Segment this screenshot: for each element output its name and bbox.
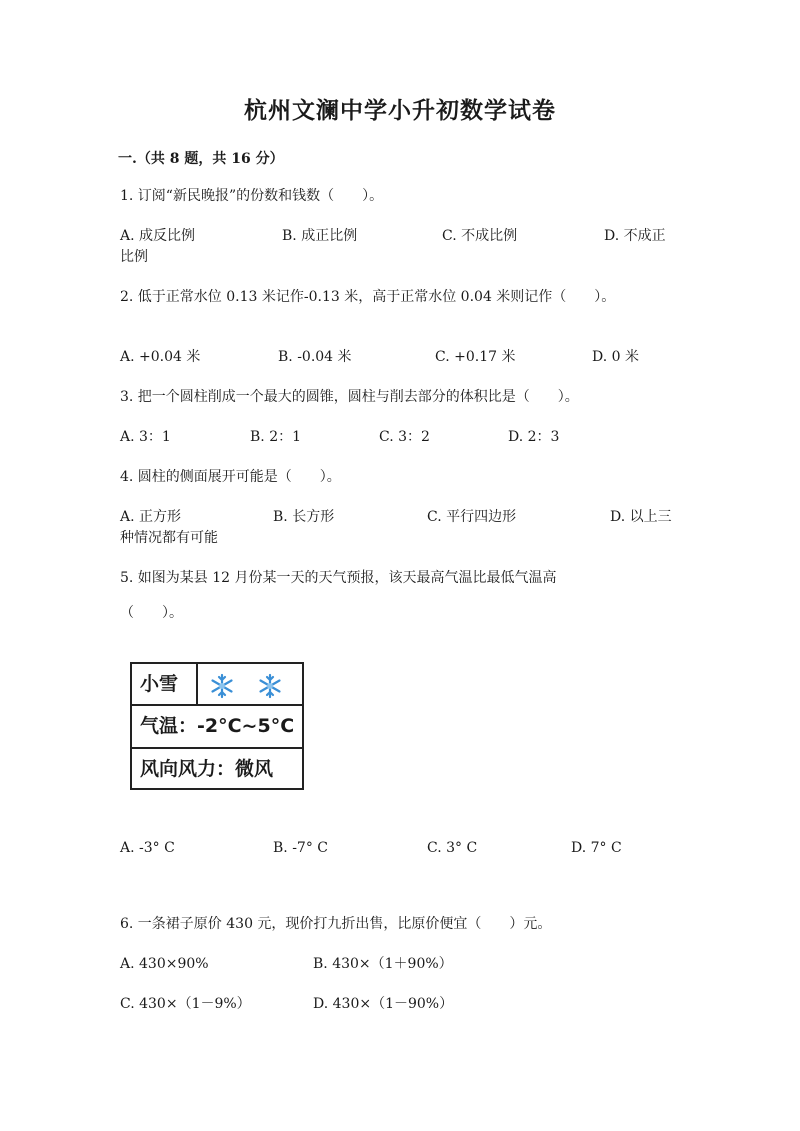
option-c[interactable]: C. 不成比例 — [442, 228, 518, 244]
question-3: 3. 把一个圆柱削成一个最大的圆锥，圆柱与削去部分的体积比是（ ）。 — [120, 389, 579, 405]
option-d[interactable]: D. 7° C — [571, 840, 622, 856]
weather-temperature: 气温：-2°C~5°C — [140, 715, 295, 737]
option-a[interactable]: A. +0.04 米 — [120, 349, 201, 365]
snowflake-icon — [256, 672, 284, 700]
option-c[interactable]: C. +0.17 米 — [435, 349, 516, 365]
question-4-options — [120, 507, 680, 549]
weather-row-temperature — [132, 706, 302, 749]
option-c[interactable]: C. 3：2 — [379, 429, 430, 445]
question-2-options — [120, 347, 680, 368]
option-d[interactable]: D. 0 米 — [592, 349, 639, 365]
option-a[interactable]: A. 430×90% — [120, 956, 209, 972]
option-d[interactable]: D. 不成正 — [604, 228, 666, 244]
option-b[interactable]: B. 430×（1＋90%） — [313, 956, 453, 972]
option-d-continuation: 比例 — [120, 249, 148, 265]
option-c[interactable]: C. 平行四边形 — [427, 509, 517, 525]
question-1-options — [120, 226, 680, 268]
option-d[interactable]: D. 以上三 — [610, 509, 672, 525]
option-a[interactable]: A. 成反比例 — [120, 228, 196, 244]
question-6-options-row2 — [120, 994, 680, 1015]
option-b[interactable]: B. 长方形 — [273, 509, 335, 525]
question-6-options-row1 — [120, 954, 680, 975]
question-1: 1. 订阅“新民晚报”的份数和钱数（ ）。 — [120, 188, 384, 204]
question-3-options — [120, 427, 680, 448]
weather-condition-label: 小雪 — [132, 664, 198, 704]
option-a[interactable]: A. -3° C — [120, 840, 175, 856]
option-d-continuation: 种情况都有可能 — [120, 530, 218, 546]
option-c[interactable]: C. 430×（1－9%） — [120, 996, 251, 1012]
option-a[interactable]: A. 3：1 — [120, 429, 171, 445]
question-5-blank: （ ）。 — [120, 605, 183, 621]
option-b[interactable]: B. -0.04 米 — [278, 349, 352, 365]
question-2: 2. 低于正常水位 0.13 米记作-0.13 米，高于正常水位 0.04 米则记作（ ）。 — [120, 289, 616, 305]
question-5: 5. 如图为某县 12 月份某一天的天气预报，该天最高气温比最低气温高 — [120, 570, 557, 586]
option-d[interactable]: D. 2：3 — [508, 429, 560, 445]
question-6: 6. 一条裙子原价 430 元，现价打九折出售，比原价便宜（ ）元。 — [120, 916, 552, 932]
section-header: 一.（共 8 题，共 16 分） — [118, 151, 284, 167]
page-title: 杭州文澜中学小升初数学试卷 — [244, 97, 556, 124]
weather-forecast-figure — [130, 662, 304, 790]
option-d[interactable]: D. 430×（1－90%） — [313, 996, 454, 1012]
weather-wind: 风向风力：微风 — [140, 758, 274, 780]
option-c[interactable]: C. 3° C — [427, 840, 478, 856]
option-a[interactable]: A. 正方形 — [120, 509, 182, 525]
snowflake-icon — [208, 672, 236, 700]
question-4: 4. 圆柱的侧面展开可能是（ ）。 — [120, 469, 341, 485]
option-b[interactable]: B. -7° C — [273, 840, 328, 856]
option-b[interactable]: B. 2：1 — [250, 429, 302, 445]
question-5-options — [120, 838, 680, 859]
option-b[interactable]: B. 成正比例 — [282, 228, 358, 244]
weather-row-wind — [132, 749, 302, 790]
weather-row-condition — [132, 664, 302, 706]
